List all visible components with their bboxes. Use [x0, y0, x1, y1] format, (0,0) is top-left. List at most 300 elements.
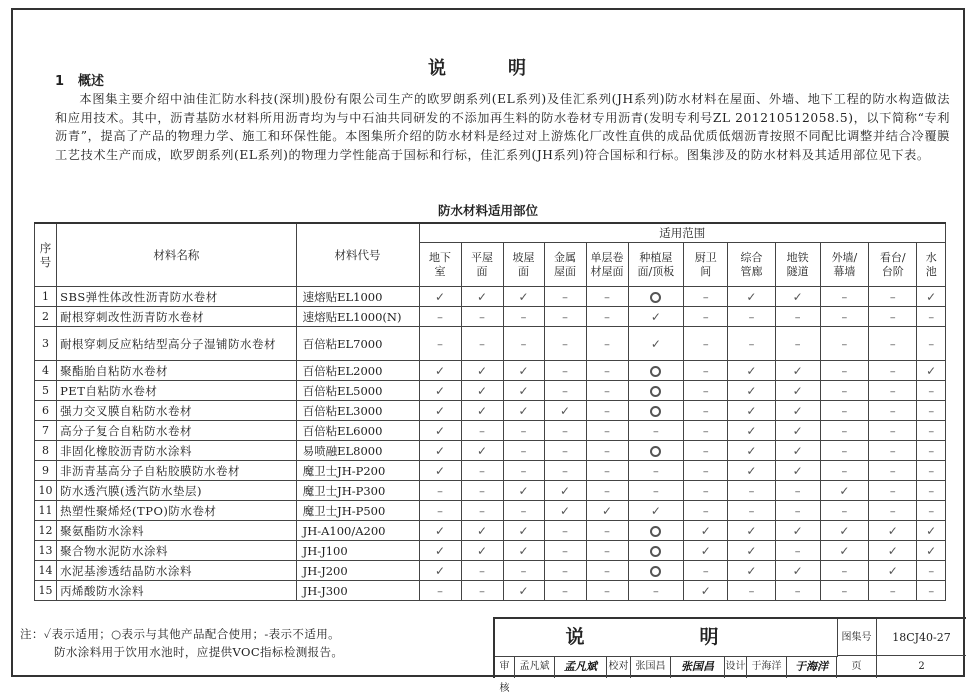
not-applicable-dash-icon: –: [889, 383, 896, 398]
combined-use-circle-icon: [650, 566, 661, 577]
not-applicable-dash-icon: –: [748, 503, 755, 518]
scope-cell: [820, 421, 868, 441]
not-applicable-dash-icon: –: [889, 423, 896, 438]
row-material-code: 速熔贴EL1000: [296, 287, 419, 307]
scope-cell: [461, 401, 503, 421]
scope-cell: [775, 287, 820, 307]
scope-cell: [586, 401, 628, 421]
scope-cell: [503, 541, 544, 561]
scope-cell: [503, 361, 544, 381]
scope-cell: [820, 307, 868, 327]
not-applicable-dash-icon: –: [841, 503, 848, 518]
not-applicable-dash-icon: –: [841, 463, 848, 478]
scope-cell: [628, 561, 684, 581]
not-applicable-dash-icon: –: [889, 483, 896, 498]
row-material-code: 易喷融EL8000: [296, 441, 419, 461]
scope-cell: [419, 307, 461, 327]
designer-signature: 于海洋: [787, 656, 837, 678]
not-applicable-dash-icon: –: [841, 403, 848, 418]
row-seq: 3: [35, 327, 57, 361]
table-row: [35, 561, 946, 581]
applicable-check-icon: ✓: [792, 563, 803, 578]
scope-cell: [684, 521, 728, 541]
not-applicable-dash-icon: –: [841, 363, 848, 378]
atlas-number: 18CJ40-27: [877, 619, 966, 656]
header-scope-column-text: 台阶: [881, 264, 904, 278]
not-applicable-dash-icon: –: [652, 463, 659, 478]
not-applicable-dash-icon: –: [928, 503, 935, 518]
scope-cell: [775, 381, 820, 401]
combined-use-circle-icon: [650, 446, 661, 457]
applicable-check-icon: ✓: [746, 523, 757, 538]
table-row: [35, 441, 946, 461]
not-applicable-dash-icon: –: [748, 309, 755, 324]
applicable-check-icon: ✓: [434, 383, 446, 398]
scope-cell: [419, 421, 461, 441]
title-block-title: 说 明: [495, 619, 838, 657]
row-material-name: 高分子复合自粘防水卷材: [57, 421, 297, 441]
applicable-check-icon: ✓: [792, 403, 803, 418]
applicable-check-icon: ✓: [700, 543, 711, 558]
scope-cell: [544, 481, 586, 501]
scope-cell: [461, 541, 503, 561]
scope-cell: [684, 581, 728, 601]
scope-cell: [728, 361, 775, 381]
scope-cell: [917, 421, 946, 441]
scope-cell: [461, 307, 503, 327]
scope-cell: [461, 381, 503, 401]
scope-cell: [869, 441, 917, 461]
row-material-name: 聚氨酯防水涂料: [57, 521, 297, 541]
scope-cell: [419, 581, 461, 601]
scope-cell: [586, 307, 628, 327]
applicable-check-icon: ✓: [839, 543, 850, 558]
scope-cell: [544, 307, 586, 327]
applicable-check-icon: ✓: [746, 423, 757, 438]
header-scope-column-text: 外墙/: [831, 250, 858, 264]
row-seq: 13: [35, 541, 57, 561]
not-applicable-dash-icon: –: [889, 583, 896, 598]
not-applicable-dash-icon: –: [702, 423, 709, 438]
applicable-check-icon: ✓: [434, 423, 446, 438]
not-applicable-dash-icon: –: [652, 583, 659, 598]
scope-cell: [869, 327, 917, 361]
not-applicable-dash-icon: –: [604, 563, 610, 578]
applicable-check-icon: ✓: [746, 463, 757, 478]
scope-cell: [775, 327, 820, 361]
scope-cell: [820, 441, 868, 461]
scope-cell: [628, 287, 684, 307]
scope-cell: [544, 501, 586, 521]
scope-cell: [820, 361, 868, 381]
scope-cell: [628, 461, 684, 481]
scope-cell: [628, 401, 684, 421]
scope-cell: [419, 327, 461, 361]
scope-cell: [544, 521, 586, 541]
not-applicable-dash-icon: –: [841, 423, 848, 438]
not-applicable-dash-icon: –: [889, 309, 896, 324]
not-applicable-dash-icon: –: [520, 336, 527, 351]
checker-signature: 张国昌: [671, 656, 725, 678]
page-label: 页: [837, 656, 877, 678]
applicable-check-icon: ✓: [792, 289, 803, 304]
scope-cell: [503, 421, 544, 441]
combined-use-circle-icon: [650, 546, 661, 557]
not-applicable-dash-icon: –: [928, 443, 935, 458]
row-seq: 1: [35, 287, 57, 307]
row-material-name: 防水透汽膜(透汽防水垫层): [57, 481, 297, 501]
not-applicable-dash-icon: –: [841, 443, 848, 458]
scope-cell: [684, 461, 728, 481]
table-row: [35, 461, 946, 481]
combined-use-circle-icon: [650, 406, 661, 417]
not-applicable-dash-icon: –: [562, 423, 568, 438]
table-row: [35, 501, 946, 521]
header-scope-column-text: 厨卫: [694, 250, 717, 264]
scope-cell: [869, 541, 917, 561]
row-material-name: 聚酯胎自粘防水卷材: [57, 361, 297, 381]
table-row: [35, 421, 946, 441]
not-applicable-dash-icon: –: [794, 336, 801, 351]
applicable-check-icon: ✓: [926, 363, 937, 378]
applicable-check-icon: ✓: [434, 543, 446, 558]
scope-cell: [628, 421, 684, 441]
applicable-check-icon: ✓: [476, 403, 488, 418]
not-applicable-dash-icon: –: [437, 583, 443, 598]
header-scope-column-text: 材屋面: [590, 264, 624, 278]
row-seq: 7: [35, 421, 57, 441]
not-applicable-dash-icon: –: [841, 336, 848, 351]
not-applicable-dash-icon: –: [889, 403, 896, 418]
applicable-check-icon: ✓: [792, 443, 803, 458]
not-applicable-dash-icon: –: [841, 383, 848, 398]
not-applicable-dash-icon: –: [841, 309, 848, 324]
scope-cell: [419, 561, 461, 581]
scope-cell: [461, 361, 503, 381]
scope-cell: [419, 381, 461, 401]
header-scope-column-text: 地铁: [786, 250, 809, 264]
combined-use-circle-icon: [650, 292, 661, 303]
applicable-check-icon: ✓: [559, 403, 571, 418]
row-material-name: 强力交叉膜自粘防水卷材: [57, 401, 297, 421]
header-scope: 适用范围: [419, 223, 946, 243]
not-applicable-dash-icon: –: [479, 463, 485, 478]
scope-cell: [820, 541, 868, 561]
row-material-name: 聚合物水泥防水涂料: [57, 541, 297, 561]
scope-cell: [820, 461, 868, 481]
scope-cell: [503, 327, 544, 361]
not-applicable-dash-icon: –: [520, 503, 527, 518]
applicable-check-icon: ✓: [887, 543, 898, 558]
scope-cell: [684, 381, 728, 401]
row-material-code: 百倍粘EL6000: [296, 421, 419, 441]
applicable-check-icon: ✓: [518, 543, 529, 558]
scope-cell: [775, 501, 820, 521]
scope-cell: [544, 541, 586, 561]
design-label: 设计: [725, 656, 747, 678]
not-applicable-dash-icon: –: [479, 423, 485, 438]
not-applicable-dash-icon: –: [562, 309, 568, 324]
scope-cell: [869, 307, 917, 327]
not-applicable-dash-icon: –: [702, 463, 709, 478]
scope-cell: [728, 541, 775, 561]
not-applicable-dash-icon: –: [479, 309, 485, 324]
not-applicable-dash-icon: –: [479, 336, 485, 351]
row-material-code: 速熔贴EL1000(N): [296, 307, 419, 327]
scope-cell: [917, 401, 946, 421]
scope-cell: [917, 541, 946, 561]
scope-cell: [728, 581, 775, 601]
table-row: [35, 287, 946, 307]
scope-cell: [917, 381, 946, 401]
not-applicable-dash-icon: –: [562, 289, 568, 304]
scope-cell: [684, 327, 728, 361]
applicable-check-icon: ✓: [792, 363, 803, 378]
row-material-code: 魔卫士JH-P300: [296, 481, 419, 501]
header-code: 材料代号: [296, 223, 419, 287]
header-scope-column-text: 看台/: [879, 250, 906, 264]
applicable-check-icon: ✓: [650, 336, 661, 351]
applicable-check-icon: ✓: [746, 363, 757, 378]
scope-cell: [728, 481, 775, 501]
scope-cell: [820, 401, 868, 421]
header-scope-column: [728, 243, 775, 287]
scope-cell: [728, 307, 775, 327]
applicable-check-icon: ✓: [746, 543, 757, 558]
not-applicable-dash-icon: –: [928, 336, 935, 351]
not-applicable-dash-icon: –: [437, 483, 443, 498]
not-applicable-dash-icon: –: [702, 503, 709, 518]
applicable-check-icon: ✓: [746, 403, 757, 418]
section-title: 概述: [78, 74, 105, 89]
scope-cell: [544, 461, 586, 481]
not-applicable-dash-icon: –: [702, 563, 709, 578]
scope-cell: [503, 581, 544, 601]
scope-cell: [728, 441, 775, 461]
scope-cell: [586, 481, 628, 501]
not-applicable-dash-icon: –: [562, 463, 568, 478]
applicable-check-icon: ✓: [434, 443, 446, 458]
header-scope-column-text: 面/顶板: [637, 264, 675, 278]
scope-cell: [544, 287, 586, 307]
scope-cell: [419, 481, 461, 501]
scope-cell: [820, 381, 868, 401]
header-scope-column-text: 面: [518, 264, 530, 278]
applicable-check-icon: ✓: [434, 463, 446, 478]
row-seq: 12: [35, 521, 57, 541]
applicable-check-icon: ✓: [601, 503, 613, 518]
scope-cell: [684, 481, 728, 501]
scope-cell: [503, 287, 544, 307]
scope-cell: [461, 287, 503, 307]
scope-cell: [586, 361, 628, 381]
scope-cell: [586, 561, 628, 581]
header-scope-column: [544, 243, 586, 287]
not-applicable-dash-icon: –: [479, 483, 485, 498]
scope-cell: [419, 287, 461, 307]
table-row: [35, 361, 946, 381]
review-label: 审核: [495, 656, 515, 678]
header-scope-column: [869, 243, 917, 287]
scope-cell: [586, 421, 628, 441]
table-title: 防水材料适用部位: [437, 203, 538, 218]
scope-cell: [461, 561, 503, 581]
applicable-check-icon: ✓: [887, 563, 898, 578]
not-applicable-dash-icon: –: [604, 523, 610, 538]
not-applicable-dash-icon: –: [928, 583, 935, 598]
scope-cell: [917, 461, 946, 481]
scope-cell: [775, 581, 820, 601]
applicable-check-icon: ✓: [476, 523, 488, 538]
scope-cell: [586, 381, 628, 401]
applicable-check-icon: ✓: [559, 483, 571, 498]
not-applicable-dash-icon: –: [702, 289, 709, 304]
scope-cell: [775, 461, 820, 481]
not-applicable-dash-icon: –: [604, 403, 610, 418]
scope-cell: [775, 541, 820, 561]
table-row: [35, 481, 946, 501]
not-applicable-dash-icon: –: [889, 443, 896, 458]
note-line-2: 防水涂料用于饮用水池时，应提供VOC指标检测报告。: [54, 645, 344, 659]
scope-cell: [544, 401, 586, 421]
reviewer-name: 孟凡斌: [515, 656, 555, 678]
applicable-check-icon: ✓: [476, 443, 488, 458]
scope-cell: [917, 307, 946, 327]
scope-cell: [419, 401, 461, 421]
scope-cell: [728, 287, 775, 307]
header-scope-column-text: 地下: [429, 250, 451, 264]
row-material-name: SBS弹性体改性沥青防水卷材: [57, 287, 297, 307]
scope-cell: [461, 461, 503, 481]
not-applicable-dash-icon: –: [520, 309, 527, 324]
scope-cell: [628, 361, 684, 381]
header-scope-column-text: 池: [925, 264, 937, 278]
not-applicable-dash-icon: –: [928, 563, 935, 578]
header-scope-column-text: 屋面: [554, 264, 576, 278]
row-seq: 10: [35, 481, 57, 501]
applicable-check-icon: ✓: [476, 383, 488, 398]
header-scope-column: [586, 243, 628, 287]
not-applicable-dash-icon: –: [562, 543, 568, 558]
not-applicable-dash-icon: –: [794, 583, 801, 598]
scope-cell: [684, 401, 728, 421]
not-applicable-dash-icon: –: [520, 463, 527, 478]
not-applicable-dash-icon: –: [604, 383, 610, 398]
applicable-check-icon: ✓: [926, 523, 937, 538]
scope-cell: [728, 501, 775, 521]
scope-cell: [684, 541, 728, 561]
scope-cell: [628, 501, 684, 521]
applicable-check-icon: ✓: [746, 289, 757, 304]
scope-cell: [503, 481, 544, 501]
header-scope-column-text: 综合: [740, 250, 763, 264]
row-material-name: 耐根穿刺改性沥青防水卷材: [57, 307, 297, 327]
not-applicable-dash-icon: –: [748, 583, 755, 598]
scope-cell: [461, 421, 503, 441]
designer-name: 于海洋: [747, 656, 787, 678]
applicable-check-icon: ✓: [518, 583, 529, 598]
row-seq: 2: [35, 307, 57, 327]
row-material-code: JH-A100/A200: [296, 521, 419, 541]
scope-cell: [586, 521, 628, 541]
applicable-check-icon: ✓: [476, 289, 488, 304]
header-scope-column-text: 间: [700, 264, 712, 278]
scope-cell: [869, 521, 917, 541]
header-seq: [35, 223, 57, 287]
not-applicable-dash-icon: –: [794, 483, 801, 498]
applicable-check-icon: ✓: [839, 483, 850, 498]
scope-cell: [586, 441, 628, 461]
scope-cell: [628, 521, 684, 541]
scope-cell: [869, 287, 917, 307]
row-material-name: 非沥青基高分子自粘胶膜防水卷材: [57, 461, 297, 481]
scope-cell: [419, 521, 461, 541]
scope-cell: [775, 561, 820, 581]
scope-cell: [917, 561, 946, 581]
header-scope-column-text: 种植屋: [639, 250, 673, 264]
note-line-1: 注：✓表示适用；○表示与其他产品配合使用；-表示不适用。: [20, 627, 341, 641]
applicable-check-icon: ✓: [434, 363, 446, 378]
applicable-check-icon: ✓: [746, 563, 757, 578]
scope-cell: [684, 421, 728, 441]
header-scope-column-text: 坡屋: [512, 250, 535, 264]
applicable-check-icon: ✓: [518, 289, 529, 304]
not-applicable-dash-icon: –: [702, 403, 709, 418]
not-applicable-dash-icon: –: [562, 383, 568, 398]
scope-cell: [820, 501, 868, 521]
scope-cell: [419, 501, 461, 521]
not-applicable-dash-icon: –: [928, 383, 935, 398]
not-applicable-dash-icon: –: [604, 423, 610, 438]
scope-cell: [684, 441, 728, 461]
not-applicable-dash-icon: –: [520, 443, 527, 458]
applicable-check-icon: ✓: [476, 543, 488, 558]
not-applicable-dash-icon: –: [604, 483, 610, 498]
not-applicable-dash-icon: –: [702, 336, 709, 351]
scope-cell: [917, 327, 946, 361]
row-material-code: 百倍粘EL5000: [296, 381, 419, 401]
not-applicable-dash-icon: –: [437, 309, 443, 324]
not-applicable-dash-icon: –: [748, 483, 755, 498]
scope-cell: [461, 327, 503, 361]
applicable-check-icon: ✓: [839, 523, 850, 538]
applicable-check-icon: ✓: [434, 523, 446, 538]
scope-cell: [684, 561, 728, 581]
header-seq-label: 序号: [39, 241, 52, 269]
scope-cell: [419, 361, 461, 381]
not-applicable-dash-icon: –: [928, 483, 935, 498]
scope-cell: [728, 461, 775, 481]
applicable-check-icon: ✓: [887, 523, 898, 538]
not-applicable-dash-icon: –: [794, 503, 801, 518]
section-number: 1: [55, 74, 65, 89]
not-applicable-dash-icon: –: [702, 483, 709, 498]
page-number: 2: [918, 661, 925, 672]
row-seq: 4: [35, 361, 57, 381]
not-applicable-dash-icon: –: [928, 423, 935, 438]
applicable-check-icon: ✓: [792, 463, 803, 478]
overview-paragraph: 本图集主要介绍中油佳汇防水科技(深圳)股份有限公司生产的欧罗朗系列(EL系列)及佳汇系列(JH系列)防水材料在屋面、外墙、地下工程的防水构造做法和应用技术。其中，沥青基防水材料所用沥青均为与中石油共同研发的不添加再生料的防水卷材专用沥青(发明专利号ZL 201210512058.5)，以下简称“专利沥青”，提高了产品的物理力学、施工和环保性能。本图集所介绍的防水材料是经过对上游炼化厂改性直供的成品优质低烟沥青按照不同配比调整并结合冷覆膜工艺技术生产而成，欧罗朗系列(EL系列)的物理力学性能高于国标和行标，佳汇系列(JH系列)符合国标和行标。图集涉及的防水材料及其适用部位见下表。: [55, 92, 950, 162]
row-seq: 9: [35, 461, 57, 481]
scope-cell: [917, 361, 946, 381]
not-applicable-dash-icon: –: [562, 523, 568, 538]
section-heading: [55, 70, 118, 89]
row-seq: 8: [35, 441, 57, 461]
scope-cell: [503, 441, 544, 461]
scope-cell: [728, 381, 775, 401]
not-applicable-dash-icon: –: [794, 543, 801, 558]
not-applicable-dash-icon: –: [562, 443, 568, 458]
